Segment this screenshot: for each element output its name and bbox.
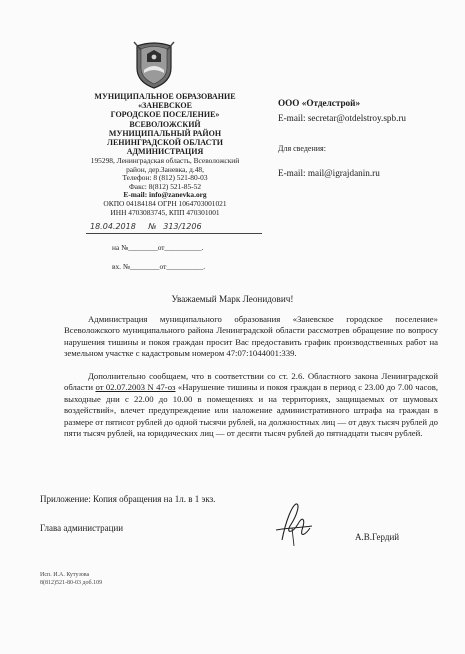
signature-title: Глава администрации bbox=[40, 523, 124, 533]
inn-kpp: ИНН 4703083745, КПП 470301001 bbox=[110, 207, 220, 217]
reply-to-line: на №________от__________. bbox=[112, 243, 204, 252]
signatory-name: А.В.Гердий bbox=[355, 532, 400, 542]
handwritten-date: 18.04.2018 bbox=[90, 222, 136, 231]
address-line: район, дер.Заневка, д.48, bbox=[126, 164, 204, 174]
incoming-line: вх. №________от__________. bbox=[112, 262, 206, 271]
attachment-line: Приложение: Копия обращения на 1л. в 1 экз. bbox=[40, 494, 216, 504]
paragraph-law-text-b: «Нарушение тишины и покоя граждан в период с 23.00 до 7.00 часов, выходные дни с 22.00 до 10.00 в помещениях и на территориях, защищаемых от шумовых воздействий», влечет предупреждение или наложение административного штрафа на граждан в размере от пятисот рублей до одной тысячи рублей, на должностных лиц — от двух тысяч рублей до пяти тысяч рублей, на юридических лиц — от десяти тысяч рублей до пятнадцати тысяч рублей. bbox=[64, 382, 439, 439]
paragraph-law-text-a: Дополнительно сообщаем, что в соответствии со ст. 2.6. Областного закона Ленинградской области bbox=[64, 371, 438, 393]
executor-name: Исп. И.А. Кутузова bbox=[40, 572, 90, 578]
paragraph-request-text: Администрация муниципального образования «Заневское городское поселение» Всеволожского муниципального района Ленинградской области рассмотрев обращение по вопросу нарушения тишины и покоя граждан просит Вас предоставить график производственных работ на земельном участке с кадастровым номером 47:07:1044001:339. bbox=[64, 314, 438, 359]
handwritten-signature bbox=[272, 500, 316, 550]
coat-of-arms-emblem bbox=[133, 40, 175, 90]
paragraph-request bbox=[64, 314, 438, 360]
org-line: МУНИЦИПАЛЬНЫЙ РАЙОН bbox=[108, 128, 222, 138]
address-block bbox=[60, 157, 270, 217]
info-recipient-email: E-mail: mail@igrajdanin.ru bbox=[278, 168, 380, 178]
org-line: ВСЕВОЛОЖСКИЙ bbox=[129, 119, 201, 129]
okpo-ogrn: ОКПО 04184184 ОГРН 1064703001021 bbox=[103, 198, 227, 208]
recipient-company: ООО «Отделстрой» bbox=[278, 98, 361, 108]
address-line: Телефон: 8 (812) 521-80-03 bbox=[122, 173, 208, 183]
org-line: ЛЕНИНГРАДСКОЙ ОБЛАСТИ bbox=[106, 138, 223, 148]
date-underline bbox=[86, 233, 262, 234]
handwritten-number: 313/1206 bbox=[163, 222, 202, 231]
for-info-label: Для сведения: bbox=[278, 144, 326, 153]
org-line: АДМИНИСТРАЦИЯ bbox=[126, 147, 204, 157]
organization-name-block bbox=[60, 92, 270, 156]
address-line: 195298, Ленинградская область, Всеволожский bbox=[90, 156, 240, 165]
org-line: ГОРОДСКОЕ ПОСЕЛЕНИЕ» bbox=[110, 110, 220, 120]
number-label: № bbox=[148, 222, 157, 231]
org-line: МУНИЦИПАЛЬНОЕ ОБРАЗОВАНИЕ bbox=[94, 92, 236, 101]
executor-phone: 8(812)521-80-03 доб.109 bbox=[40, 580, 103, 586]
letterhead-email: E-mail: info@zanevka.org bbox=[123, 190, 207, 200]
org-line: «ЗАНЕВСКОЕ bbox=[138, 101, 192, 111]
greeting: Уважаемый Марк Леонидович! bbox=[171, 294, 294, 304]
law-reference-link: от 02.07.2003 N 47-оз bbox=[95, 382, 176, 393]
recipient-email: E-mail: secretar@otdelstroy.spb.ru bbox=[278, 113, 407, 123]
address-line: Факс: 8(812) 521-85-52 bbox=[128, 181, 202, 191]
outgoing-date-number bbox=[90, 222, 202, 231]
paragraph-law bbox=[64, 371, 438, 439]
